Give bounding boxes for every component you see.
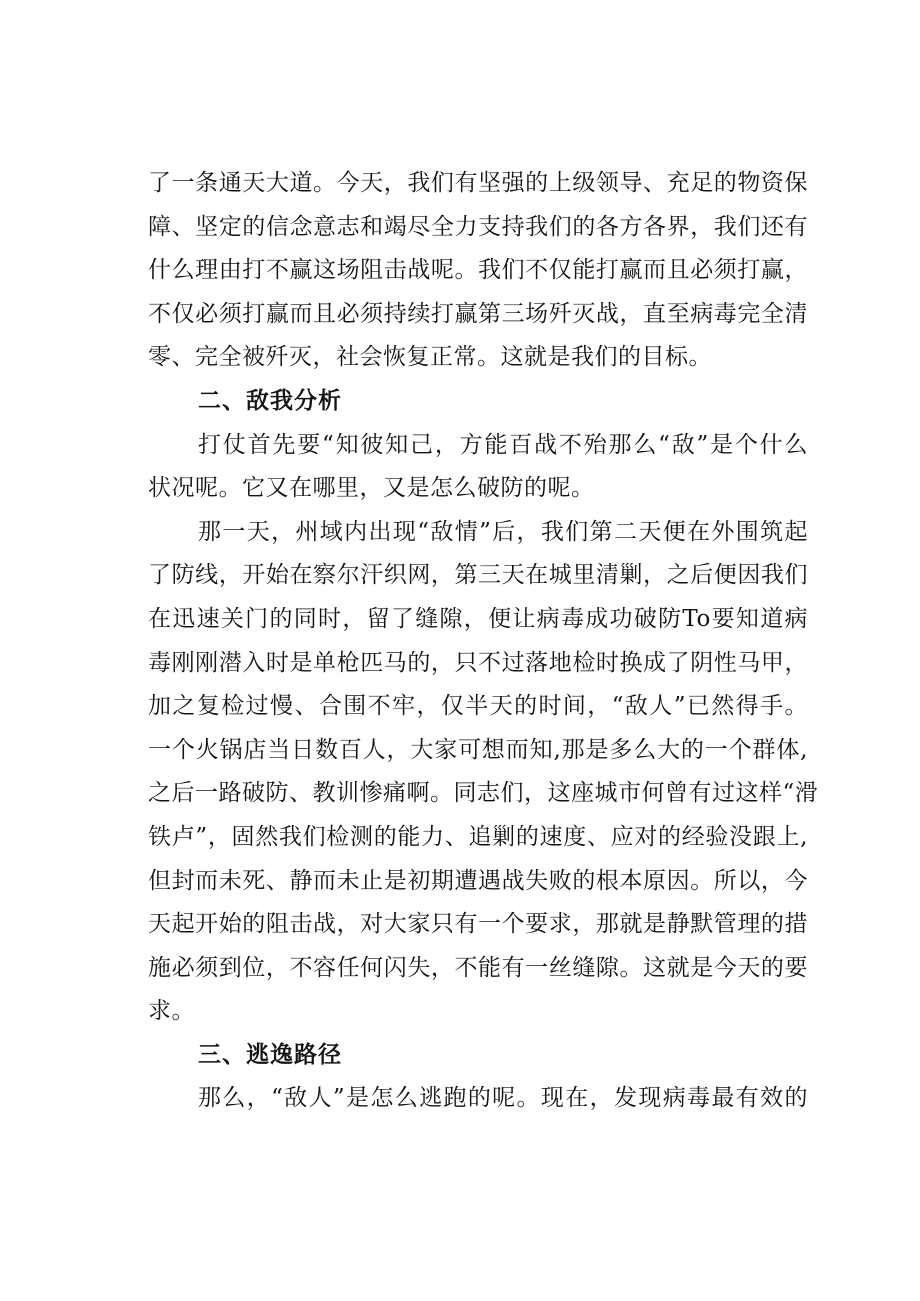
text-line: 了一条通天大道。今天，我们有坚强的上级领导、充足的物资保 [148, 170, 808, 196]
text-line: 加之复检过慢、合围不牢，仅半天的时间，“敌人”已然得手。 [148, 693, 808, 720]
text-line: 求。 [148, 998, 195, 1025]
text-line: 毒刚刚潜入时是单枪匹马的，只不过落地检时换成了阴性马甲， [148, 649, 808, 676]
text-line: 零、完全被歼灭，社会恢复正常。这就是我们的目标。 [148, 344, 712, 371]
section-heading-escape-path: 三、逃逸路径 [198, 1041, 342, 1068]
text-line: 施必须到位，不容任何闪失，不能有一丝缝隙。这就是今天的要 [148, 954, 808, 981]
text-line: 一个火锅店当日数百人，大家可想而知,那是多么大的一个群体, [148, 736, 808, 763]
text-line: 障、坚定的信念意志和竭尽全力支持我们的各方各界，我们还有 [148, 213, 808, 240]
text-line: 天起开始的阻击战，对大家只有一个要求，那就是静默管理的措 [148, 911, 808, 938]
paragraph-enemy-situation [148, 511, 819, 1034]
text-line: 了防线，开始在察尔汗织网，第三天在城里清剿，之后便因我们 [148, 562, 808, 589]
text-line: 状况呢。它又在哪里，又是怎么破防的呢。 [148, 475, 595, 502]
text-line: 什么理由打不赢这场阻击战呢。我们不仅能打赢而且必须打赢， [148, 257, 808, 284]
section-heading-analysis: 二、敌我分析 [198, 387, 342, 414]
text-line: 但封而未死、静而未止是初期遭遇战失败的根本原因。所以，今 [148, 867, 808, 894]
text-line: 那么，“敌人”是怎么逃跑的呢。现在，发现病毒最有效的 [198, 1085, 808, 1112]
text-line: 那一天，州域内出现“敌情”后，我们第二天便在外围筑起 [198, 518, 808, 545]
text-line: 之后一路破防、教训惨痛啊。同志们，这座城市何曾有过这样“滑 [148, 780, 819, 807]
text-line: 在迅速关门的同时，留了缝隙，便让病毒成功破防To要知道病 [148, 605, 808, 632]
document-body [148, 162, 819, 1121]
paragraph-goal [148, 162, 808, 380]
text-line: 打仗首先要“知彼知己，方能百战不殆那么“敌”是个什么 [198, 431, 808, 458]
paragraph-know-enemy [148, 424, 808, 511]
text-line: 不仅必须打赢而且必须持续打赢第三场歼灭战，直至病毒完全清 [148, 300, 808, 327]
paragraph-escape [148, 1077, 808, 1121]
text-line: 铁卢”，固然我们检测的能力、追剿的速度、应对的经验没跟上, [148, 823, 808, 850]
